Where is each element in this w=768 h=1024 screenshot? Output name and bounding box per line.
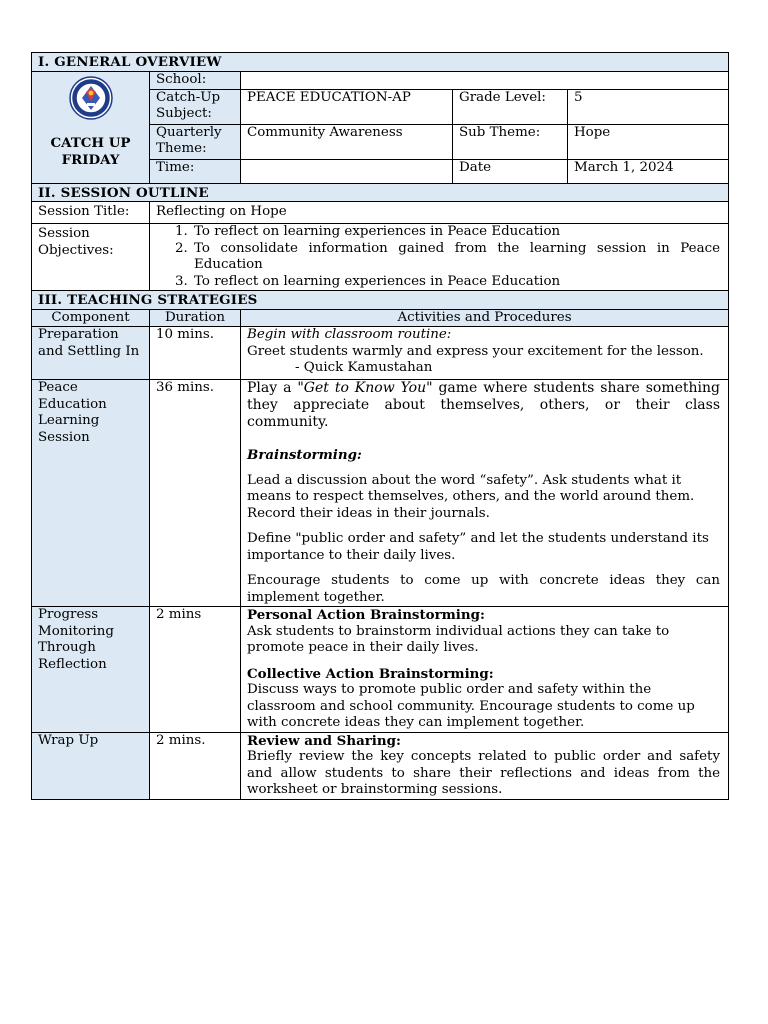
personal-action-heading: Personal Action Brainstorming: [247,607,485,623]
game-name: "Get to Know You" [297,380,433,396]
review-sharing-heading: Review and Sharing: [247,732,401,749]
routine-bullet: - Quick Kamustahan [295,360,433,375]
objective-item: 3. To reflect on learning experiences in Peace Education [192,274,720,291]
duration-preparation: 10 mins. [150,327,241,380]
teaching-strategies-header: III. TEACHING STRATEGIES [32,291,729,310]
routine-intro: Begin with classroom routine: [247,327,452,342]
col-header-component: Component [32,309,150,327]
brainstorming-heading: Brainstorming: [247,447,362,463]
collective-action-text: Discuss ways to promote public order and safety within the classroom and school community. Encourage students to come up with concrete ideas they can implement together. [247,682,695,730]
catch-up-friday-label: CATCH UP FRIDAY [50,135,131,168]
date-label: Date [453,159,568,183]
objective-item: 2. To consolidate information gained from the learning session in Peace Education [192,241,720,274]
time-value [241,159,453,183]
play-after: game where students share something they appreciate about themselves, others, or their class community. [247,380,721,430]
activities-preparation [241,327,729,380]
lesson-plan-document [31,52,728,800]
quarterly-theme-value: Community Awareness [241,124,453,159]
duration-learning-session: 36 mins. [150,380,241,607]
deped-seal-icon [69,76,113,120]
discussion-paragraph: Lead a discussion about the word “safety”. Ask students what it means to respect themselves, others, and the world around them. Record their ideas in their journals. [247,472,695,521]
school-label: School: [150,71,241,89]
component-wrap-up: Wrap Up [32,732,150,799]
time-label: Time: [150,159,241,183]
quarterly-theme-label: Quarterly Theme: [150,124,241,159]
session-outline-header: II. SESSION OUTLINE [32,183,729,202]
play-game-text [247,380,720,431]
grade-level-label: Grade Level: [453,89,568,124]
subject-value: PEACE EDUCATION-AP [241,89,453,124]
subject-label: Catch-Up Subject: [150,89,241,124]
activities-learning-session [241,380,729,607]
component-learning-session: Peace Education Learning Session [32,380,150,607]
activities-wrap-up [241,732,729,799]
col-header-activities: Activities and Procedures [241,309,729,327]
general-overview-header: I. GENERAL OVERVIEW [32,53,729,72]
review-sharing-text: Briefly review the key concepts related to public order and safety and allow students to share their reflections and ideas from the worksheet or brainstorming sessions. [247,749,721,797]
collective-action-heading: Collective Action Brainstorming: [247,665,494,682]
objective-item: 1. To reflect on learning experiences in Peace Education [192,224,720,241]
session-objectives-list-cell [150,224,729,291]
session-objectives-label: Session Objectives: [32,224,150,291]
activities-progress-monitoring [241,607,729,733]
catch-up-friday-cell [32,71,150,183]
component-preparation: Preparation and Settling In [32,327,150,380]
define-paragraph: Define "public order and safety” and let the students understand its importance to their daily lives. [247,531,709,563]
session-title-value: Reflecting on Hope [150,202,729,224]
col-header-duration: Duration [150,309,241,327]
session-title-label: Session Title: [32,202,150,224]
encourage-paragraph: Encourage students to come up with concrete ideas they can implement together. [247,573,721,605]
lesson-plan-table [31,52,729,800]
grade-level-value: 5 [568,89,729,124]
date-value: March 1, 2024 [568,159,729,183]
school-value [241,71,729,89]
sub-theme-value: Hope [568,124,729,159]
routine-text: Greet students warmly and express your excitement for the lesson. [247,343,704,359]
sub-theme-label: Sub Theme: [453,124,568,159]
play-before: Play a [247,380,298,396]
duration-wrap-up: 2 mins. [150,732,241,799]
objectives-list [156,224,720,290]
personal-action-text: Ask students to brainstorm individual actions they can take to promote peace in their daily lives. [247,623,670,655]
component-progress-monitoring: Progress Monitoring Through Reflection [32,607,150,733]
duration-progress-monitoring: 2 mins [150,607,241,733]
